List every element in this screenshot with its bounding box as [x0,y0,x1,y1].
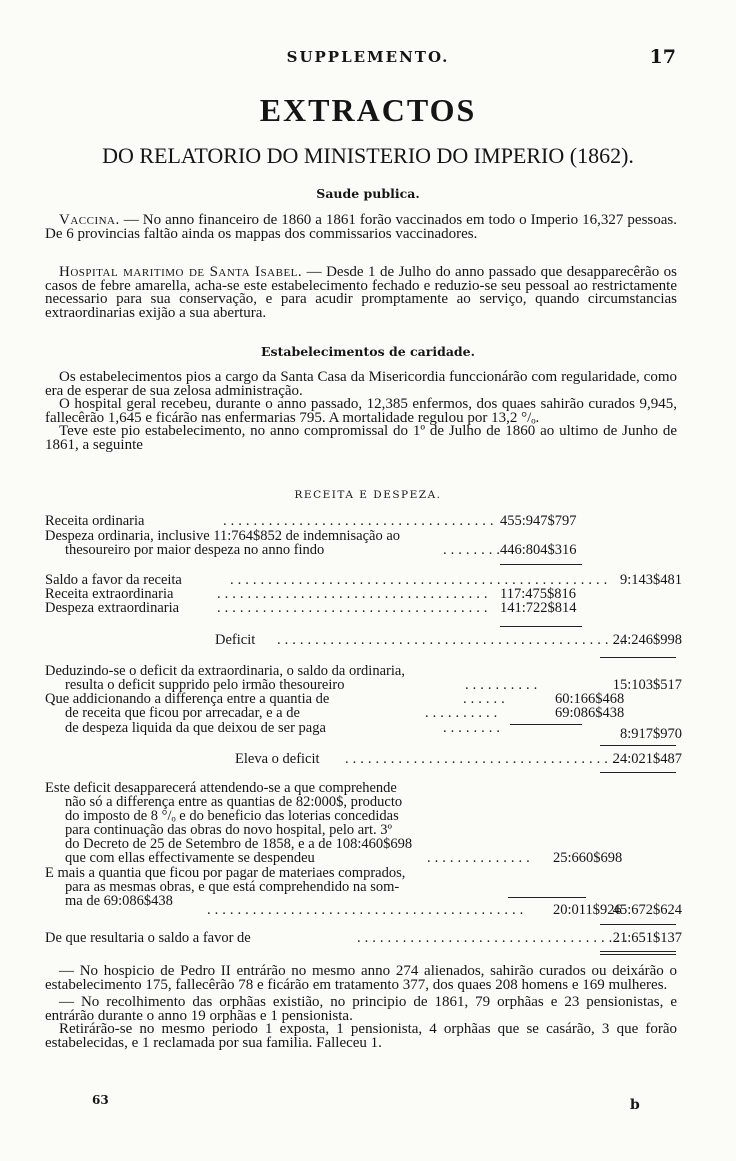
sum-rule [600,657,676,658]
hospital-paragraph [45,266,677,320]
table-row [45,931,685,945]
leader-dots: .......... [465,677,542,693]
caridade-paragraph-1: Os estabelecimentos pios a cargo da Santa Casa da Misericordia funccionárão com regularidade, como era de esperar de sua zelosa administração. [45,369,677,399]
leader-dots: .................................... [357,930,632,946]
table-row [45,633,685,647]
leader-dots: .......... [425,705,502,721]
row-value: 21:651$137 [612,930,682,946]
table-row [45,727,685,741]
hospital-label: Hospital maritimo de Santa Isabel. [59,264,303,280]
leader-dots: ...... [463,691,509,707]
leader-dots: .............. [427,850,534,866]
page-number: 17 [649,46,676,68]
sum-rule [600,772,676,773]
leader-dots: .................................... [217,600,492,616]
table-row [45,587,685,601]
row-label: para as mesmas obras, e que está comprehendido na som- [65,879,400,895]
row-label: ma de 69:086$438 [65,893,173,909]
sum-rule [600,951,676,952]
closing-paragraph-2: — No recolhimento das orphãas existião, no principio de 1861, 79 orphãas e 23 pensionistas, e entrárão durante o anno 19 orphãas e 1 pensionista. [45,994,677,1024]
leader-dots: .................................... [345,751,620,767]
vaccina-paragraph [45,214,677,241]
section-heading-caridade: Estabelecimentos de caridade. [261,344,475,359]
row-label: para continuação das obras do novo hospital, pelo art. 3º [65,822,393,838]
table-row [45,903,685,917]
table-row [45,514,685,528]
sum-double-rule [600,954,676,955]
table-row [45,664,685,678]
table-row [45,543,685,557]
leader-dots: .............................................. [277,632,628,648]
row-value: 24:246$998 [612,632,682,648]
table-row [45,851,685,865]
sum-rule [508,897,586,898]
row-label: de despeza liquida da que deixou de ser paga [65,720,326,736]
row-label: não só a differença entre as quantias de 82:000$, producto [65,794,403,810]
row-value: 446:804$316 [500,542,577,558]
table-row [45,809,685,823]
page-subtitle: DO RELATORIO DO MINISTERIO DO IMPERIO (1862). [102,143,634,168]
row-label: Saldo a favor da receita [45,572,182,588]
caridade-paragraph-2: O hospital geral recebeu, durante o anno passado, 12,385 enfermos, dos quaes sahirão curados 9,945, fallecêrão 1,645 e ficárão nas enfermarias 795. A mortalidade regulou por 13,2 °/ₒ. [45,396,677,426]
row-label: Receita ordinaria [45,513,145,529]
sum-rule [510,724,582,725]
row-value: 15:103$517 [612,677,682,693]
table-row [45,573,685,587]
running-head: SUPPLEMENTO. [286,48,450,66]
row-label: Deduzindo-se o deficit da extraordinaria, o saldo da ordinaria, [45,663,405,679]
table-row [45,866,685,880]
sum-rule [500,564,582,565]
row-value: 60:166$468 [555,691,625,707]
row-label: Eleva o deficit [235,751,320,767]
leader-dots: .................................... [223,513,498,529]
row-value: 9:143$481 [619,572,682,588]
caridade-paragraph-3: Teve este pio estabelecimento, no anno compromissal do 1º de Julho de 1860 ao ultimo de Junho de 1861, a seguinte [45,423,677,453]
row-value: 8:917$970 [619,726,682,742]
table-row [45,837,685,851]
row-label: do imposto de 8 °/ₒ e do beneficio das loterias concedidas [65,808,399,824]
leader-dots: .................................... [217,586,492,602]
row-label: do Decreto de 25 de Setembro de 1858, e a de 108:460$698 [65,836,413,852]
caridade-text [45,371,677,452]
row-label: que com ellas effectivamente se despendeu [65,850,315,866]
row-label: E mais a quantia que ficou por pagar de materiaes comprados, [45,865,406,881]
table-row [45,601,685,615]
table-title: RECEITA E DESPEZA. [294,489,442,501]
row-label: Que addicionando a differença entre a quantia de [45,691,330,707]
closing-paragraph-1: — No hospicio de Pedro II entrárão no mesmo anno 274 alienados, sahirão curados ou deixárão o estabelecimento 175, fallecêrão 78 e ficárão em tratamento 377, dos quaes 208 homens e 169 mulheres. [45,963,677,993]
table-row [45,781,685,795]
page-title: EXTRACTOS [259,92,477,128]
row-label: Despeza extraordinaria [45,600,180,616]
row-label: thesoureiro por maior despeza no anno findo [65,542,325,558]
table-row [45,752,685,766]
leader-dots: .................................................. [230,572,612,588]
closing-text [45,965,677,1050]
table-row [45,692,685,706]
table-row [45,706,685,720]
vaccina-text: — No anno financeiro de 1860 a 1861 forão vaccinados em todo o Imperio 16,327 pessoas. De 6 provincias faltão ainda os mappas dos commissarios vaccinadores. [45,212,677,242]
vaccina-label: Vaccina. [59,212,120,228]
row-label: De que resultaria o saldo a favor de [45,930,251,946]
leader-dots: ........ [443,720,504,736]
row-label: Receita extraordinaria [45,586,174,602]
row-value: 45:672$624 [612,902,682,918]
row-value: 117:475$816 [500,586,576,602]
table-row [45,795,685,809]
leader-dots: ........ [443,542,504,558]
table-row [45,823,685,837]
row-value: 455:947$797 [500,513,577,529]
row-label: Despeza ordinaria, inclusive 11:764$852 de indemnisação ao [45,528,401,544]
row-value: 24:021$487 [612,751,682,767]
signature-mark: b [630,1097,640,1113]
row-label: de receita que ficou por arrecadar, e a de [65,705,300,721]
row-value: 141:722$814 [500,600,577,616]
row-label: Este deficit desapparecerá attendendo-se a que comprehende [45,780,397,796]
table-row [45,678,685,692]
sheet-number: 63 [92,1093,109,1107]
sum-rule [500,626,582,627]
closing-paragraph-3: Retirárão-se no mesmo periodo 1 exposta, 1 pensionista, 4 orphãas que se casárão, 3 que forão estabelecidas, e 1 reclamada por sua familia. Falleceu 1. [45,1021,677,1051]
row-value: 69:086$438 [555,705,625,721]
row-label: resulta o deficit supprido pelo irmão thesoureiro [65,677,345,693]
table-row [45,880,685,894]
hospital-text: — Desde 1 de Julho do anno passado que desapparecêrão os casos de febre amarella, acha-se este estabelecimento fechado e reduzio-se seu pessoal ao restrictamente necessario para sua conservação, e para acudir promptamente ao serviço, quando circumstancias extraordinarias exijão a sua abertura. [45,264,677,321]
sum-rule [600,924,676,925]
row-value: 20:011$926 [553,902,622,918]
row-value: 25:660$698 [553,850,623,866]
table-row [45,529,685,543]
row-label: Deficit [215,632,256,648]
leader-dots: .......................................... [207,902,528,918]
sum-rule [600,745,676,746]
section-heading-saude: Saude publica. [316,186,420,201]
